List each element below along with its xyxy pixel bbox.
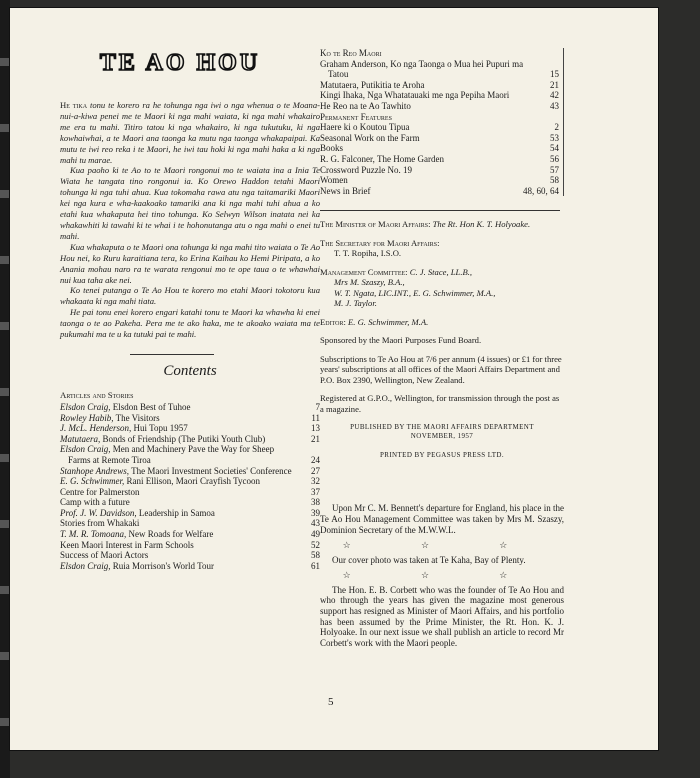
contents-entry (60, 476, 320, 487)
contents-entry-title: Matutaera, Bonds of Friendship (The Putiki Youth Club) (60, 433, 266, 444)
intro-paragraph: He tika tonu te korero ra he tohunga nga iwi o nga whenua o te Moana-nui-a-kiwa penei me te Maori ki nga mahi waiata, ki nga mahi whakairo me era tu mahi. Titiro tatou ki nga whakairo, ki nga tukutuku, ki nga kowhaiwhai, a te Maori ana taonga ka mutu nga taonga whakapaipai. Ka mutu te iwi reo reka i te Maori, he iwi tau hoki ki nga mahi haka a ki nga mahi tu marae. (60, 100, 320, 165)
contents-entry-page: 48, 60, 64 (523, 185, 559, 196)
news-paragraph: Upon Mr C. M. Bennett's departure for England, his place in the Te Ao Hou Management Committee was taken by Mrs M. Szaszy, Dominion Secretary of the M.W.W.L. (320, 503, 564, 535)
contents-entry-title: T. M. R. Tomoana, New Roads for Welfare (60, 529, 214, 540)
contents-box (320, 48, 564, 196)
contents-entry (60, 561, 320, 572)
right-column (320, 48, 564, 648)
contents-list (60, 402, 320, 572)
contents-entry-title: Elsdon Craig, Elsdon Best of Tuhoe (60, 401, 191, 412)
page-number: 5 (328, 696, 334, 708)
contents-entry-author: Rowley Habib, (60, 412, 114, 423)
contents-entry-page: 61 (311, 560, 320, 571)
contents-entry (320, 90, 559, 101)
divider-rule (130, 354, 214, 355)
contents-entry (60, 540, 320, 551)
contents-entry-title: He Reo na te Ao Tawhito (320, 100, 411, 111)
contents-entry-page: 2 (554, 122, 559, 133)
contents-entry-title: Kingi Ihaka, Nga Whatatauaki me nga Pepiha Maori (320, 90, 510, 101)
contents-entry (60, 402, 320, 413)
contents-entry-author: Stanhope Andrews, (60, 465, 129, 476)
registered-text: Registered at G.P.O., Wellington, for transmission through the post as a magazine. (320, 393, 560, 414)
contents-entry-title: Rowley Habib, The Visitors (60, 412, 160, 423)
contents-entry-author: J. McL. Henderson, (60, 423, 132, 434)
contents-entry-title: Graham Anderson, Ko nga Taonga o Mua hei Pupuri ma Tatou (320, 58, 524, 80)
contents-entry-author: Kingi Ihaka, (320, 90, 365, 101)
contents-entry-page: 57 (550, 164, 559, 175)
contents-entry-page: 43 (311, 518, 320, 529)
svg-text:TE AO HOU: TE AO HOU (99, 50, 261, 76)
news-notes (320, 503, 564, 648)
magazine-page (10, 8, 658, 750)
contents-entry (60, 413, 320, 424)
contents-entry (60, 434, 320, 445)
contents-entry-author: Graham Anderson, (320, 58, 388, 69)
sponsored-line: Sponsored by the Maori Purposes Fund Board. (320, 335, 482, 346)
contents-entry (60, 529, 320, 540)
contents-entry-title: Camp with a future (60, 497, 130, 508)
committee-block: Management Committee: C. J. Stace, LL.B., Mrs M. Szaszy, B.A., W. T. Ngata, LIC.INT., E. G. Schwimmer, M.A., M. J. Taylor. (320, 266, 496, 309)
contents-entry-title: Seasonal Work on the Farm (320, 132, 420, 143)
contents-entry-page: 21 (550, 79, 559, 90)
subscriptions-text: Subscriptions to Te Ao Hou at 7/6 per annum (4 issues) or £1 for three years' subscriptions at all offices of the Maori Affairs Department and P.O. Box 2390, Wellington, New Zealand. (320, 353, 562, 385)
contents-entry (320, 122, 559, 133)
contents-entry-page: 38 (311, 497, 320, 508)
contents-entry (60, 508, 320, 519)
contents-entry-title: News in Brief (320, 185, 371, 196)
contents-entry-author: Elsdon Craig, (60, 560, 111, 571)
news-paragraph: Our cover photo was taken at Te Kaha, Bay of Plenty. (332, 554, 526, 565)
contents-entry-author: R. G. Falconer, (320, 153, 375, 164)
masthead (90, 48, 270, 76)
contents-entry-page: 24 (311, 454, 320, 465)
section-heading: Permanent Features (320, 111, 392, 122)
contents-entry (320, 101, 559, 112)
contents-entry (320, 143, 559, 154)
contents-entry-page: 39 (311, 507, 320, 518)
star-separator: ☆ ☆ ☆ (342, 570, 542, 581)
contents-entry-title: Elsdon Craig, Men and Machinery Pave the Way for Sheep Farms at Remote Tiroa (60, 444, 275, 465)
contents-entry-title: Keen Maori Interest in Farm Schools (60, 539, 194, 550)
intro-text (60, 100, 320, 340)
contents-entry-title: E. G. Schwimmer, Rani Ellison, Maori Crayfish Tycoon (60, 476, 260, 487)
contents-list (320, 59, 559, 112)
contents-entry-page: 11 (311, 412, 320, 423)
contents-entry-title: Matutaera, Putikitia te Aroha (320, 79, 425, 90)
binding-strip (0, 0, 10, 778)
contents-entry-title: Haere ki o Koutou Tipua (320, 122, 410, 133)
contents-entry-title: J. McL. Henderson, Hui Topu 1957 (60, 423, 188, 434)
contents-entry-author: Prof. J. W. Davidson, (60, 507, 137, 518)
contents-entry (320, 154, 559, 165)
contents-entry (60, 550, 320, 561)
contents-entry-page: 49 (311, 529, 320, 540)
contents-entry-page: 37 (311, 486, 320, 497)
printer-line: PRINTED BY PEGASUS PRESS LTD. (379, 451, 505, 460)
section-heading: Ko te Reo Maori (320, 48, 382, 58)
contents-entry-page: 32 (311, 476, 320, 487)
contents-entry (60, 518, 320, 529)
left-column (60, 48, 320, 571)
contents-entry-title: Elsdon Craig, Ruia Morrison's World Tour (60, 560, 214, 571)
editor-line: Editor: E. G. Schwimmer, M.A. (320, 316, 429, 327)
contents-entry (60, 497, 320, 508)
contents-entry (60, 487, 320, 498)
contents-entry-author: Elsdon Craig, (60, 444, 111, 455)
contents-entry (60, 466, 320, 477)
contents-entry-page: 42 (550, 90, 559, 101)
contents-entry-page: 27 (311, 465, 320, 476)
contents-entry-page: 58 (550, 175, 559, 186)
contents-title: Contents (163, 362, 217, 379)
contents-entry-page: 15 (550, 69, 559, 80)
contents-entry-page: 21 (311, 433, 320, 444)
contents-entry-author: E. G. Schwimmer, (60, 476, 125, 487)
contents-entry (60, 423, 320, 434)
masthead-title (90, 48, 270, 76)
contents-list (320, 122, 559, 196)
intro-paragraph: Ko tenei putanga o Te Ao Hou te korero mo etahi Maori tokotoru kua whakaata ki nga mahi tiata. (60, 285, 320, 307)
contents-entry-title: Centre for Palmerston (60, 486, 140, 497)
contents-entry (320, 80, 559, 91)
contents-entry-page: 13 (311, 423, 320, 434)
contents-entry-page: 54 (550, 143, 559, 154)
contents-entry-page: 7 (315, 401, 320, 412)
intro-paragraph: Kua whakaputa o te Maori ona tohunga ki nga mahi tito waiata o Te Ao Hou nei, ko Ruru karaitiana tera, ko Erina Kaihau ko Hemi Piripata, a ko Anania mohau naro ra te warata rengonui mo te ope taua o te whawhai nui kua taha ake nei. (60, 241, 320, 285)
contents-entry (320, 165, 559, 176)
secretary-line: The Secretary for Maori Affairs: T. T. Ropiha, I.S.O. (320, 237, 440, 259)
contents-entry-page: 52 (311, 539, 320, 550)
contents-entry-title: Success of Maori Actors (60, 550, 149, 561)
contents-entry-author: T. M. R. Tomoana, (60, 529, 127, 540)
contents-entry-title: Women (320, 175, 348, 186)
section-heading: Articles and Stories (60, 389, 134, 400)
contents-entry-title: R. G. Falconer, The Home Garden (320, 153, 444, 164)
contents-entry (320, 59, 559, 80)
news-paragraph: The Hon. E. B. Corbett who was the founder of Te Ao Hou and who through the years has given the magazine most generous support has resigned as Minister of Maori Affairs, and his portfolio has been assumed by the Prime Minister, the Rt. Hon. K. J. Holyoake. In our next issue we shall publish an article to record Mr Corbett's work with the Maori people. (320, 584, 564, 648)
contents-entry-page: 43 (550, 100, 559, 111)
publisher-line: PUBLISHED BY THE MAORI AFFAIRS DEPARTMENT NOVEMBER, 1957 (350, 423, 534, 441)
contents-entry-author: Elsdon Craig, (60, 401, 111, 412)
star-separator: ☆ ☆ ☆ (342, 540, 542, 551)
divider-rule (320, 210, 560, 211)
contents-entry-page: 56 (550, 153, 559, 164)
intro-paragraph: Kua paoho ki te Ao to te Maori rongonui mo te waiata ina a Inia Te Wiata he tangata tino rongonui ia. Ko Orewo Haddon tetahi Maori tohunga ki nga tuhi ahua. Kua tokomaha rawa atu nga taitamariki Maori kei nga kura e wha-kaakoako tamariki ana ki nga mahi tuhi ahua a ko etahi kua whakaputa hei tino tohunga. Ko Selwyn Wilson inatata nei ka whakawhiti ki tawahi ki te whai i te hohonutanga atu o nga mahi o enei tu mahi. (60, 165, 320, 241)
contents-entry-author: Matutaera, (60, 433, 101, 444)
contents-entry-title: Prof. J. W. Davidson, Leadership in Samoa (60, 507, 215, 518)
contents-entry (320, 186, 559, 197)
intro-paragraph: He pai tonu enei korero engari katahi tonu te Maori ka whawha ki enei taonga o te ao Pakeha. Pera me te ako haka, me te akoako waiata ma te pukumahi ma te u ka tutuki pai te mahi. (60, 307, 320, 340)
contents-entry-author: Matutaera, (320, 79, 359, 90)
minister-line: The Minister of Maori Affairs: The Rt. Hon K. T. Holyoake. (320, 219, 531, 230)
contents-entry (60, 444, 320, 465)
contents-entry (320, 175, 559, 186)
contents-entry-title: Stories from Whakaki (60, 518, 140, 529)
contents-entry (320, 133, 559, 144)
contents-entry-page: 58 (311, 550, 320, 561)
contents-entry-title: Stanhope Andrews, The Maori Investment Societies' Conference (60, 465, 292, 476)
contents-entry-title: Crossword Puzzle No. 19 (320, 164, 412, 175)
contents-entry-title: Books (320, 143, 344, 154)
contents-entry-page: 53 (550, 132, 559, 143)
